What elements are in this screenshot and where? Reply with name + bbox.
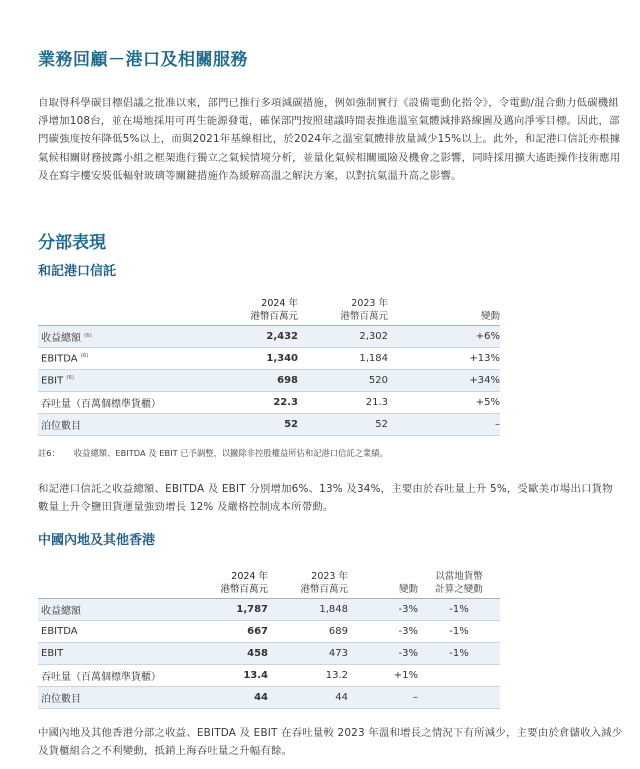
table-row: EBIT $^{(6)}$ 698 520 +34% [38,370,500,392]
table-row: 吞吐量（百萬個標準貨櫃） 22.3 21.3 +5% [38,392,500,414]
mainland-table [38,571,500,709]
table-row: EBIT 458 473 -3% -1% [38,643,500,665]
footnote: 註6： 收益總額、EBITDA 及 EBIT 已予調整，以撇除非控股權益所佔和記港口信託之業績。 [38,448,388,458]
mainland-title: 中國內地及其他香港 [38,533,156,548]
col-2024-header: 2024 年 港幣百萬元 [208,298,298,326]
col-change-header: 變動 [388,298,500,326]
hpht-paragraph: 和記港口信託之收益總額、EBITDA 及 EBIT 分別增加6%、13% 及34%，主要由於吞吐量上升 5%，受歐美市場出口貨物數量上升令鹽田貨運量強勁增長 12% 及嚴格控制成本所帶動。 [38,483,613,513]
table-row: EBITDA 667 689 -3% -1% [38,621,500,643]
table-header-row [38,571,500,599]
table-header-row [38,298,500,326]
col-2023-header: 2023 年 港幣百萬元 [268,571,348,599]
hpht-title: 和記港口信託 [38,264,117,279]
table-row: 收益總額 $^{(6)}$ 2,432 2,302 +6% [38,326,500,348]
table-row: 泊位數目 52 52 – [38,414,500,436]
col-change-header: 變動 [348,571,418,599]
table-row: EBITDA $^{(6)}$ 1,340 1,184 +13% [38,348,500,370]
table-row: 泊位數目 44 44 – [38,687,500,709]
section-title: 分部表現 [38,233,106,253]
table-row: 收益總額 1,787 1,848 -3% -1% [38,599,500,621]
table-row: 吞吐量（百萬個標準貨櫃） 13.4 13.2 +1% [38,665,500,687]
col-local-change-header: 以當地貨幣 計算之變動 [418,571,500,599]
col-2024-header: 2024 年 港幣百萬元 [188,571,268,599]
mainland-paragraph: 中國內地及其他香港分部之收益、EBITDA 及 EBIT 在吞吐量較 2023 年溫和增長之情況下有所減少，主要由於倉儲收入減少及貨櫃組合之不利變動，抵銷上海吞吐量之升幅有餘。 [38,727,623,757]
hpht-table [38,298,500,436]
col-2023-header: 2023 年 港幣百萬元 [298,298,388,326]
intro-paragraph: 自取得科學碳目標倡議之批准以來，部門已推行多項減碳措施，例如強制實行《設備電動化指令》，令電動/混合動力低碳機組淨增加108台，並在場地採用可再生能源發電，確保部門按照建議時間表推進溫室氣體減排路線圖及邁向淨零目標。因此，部門碳強度按年降低5%以上，而與2021年基線相比，於2024年之溫室氣體排放量減少15%以上。此外，和記港口信託亦根據氣候相關財務披露小組之框架進行獨立之氣候情境分析，並量化氣候相關風險及機會之影響，同時採用擴大遙距操作技術應用及在寫字樓安裝低輻射玻璃等關鍵措施作為緩解高溫之解決方案，以對抗氣溫升高之影響。 [38,97,621,182]
page-title: 業務回顧－港口及相關服務 [38,50,248,70]
